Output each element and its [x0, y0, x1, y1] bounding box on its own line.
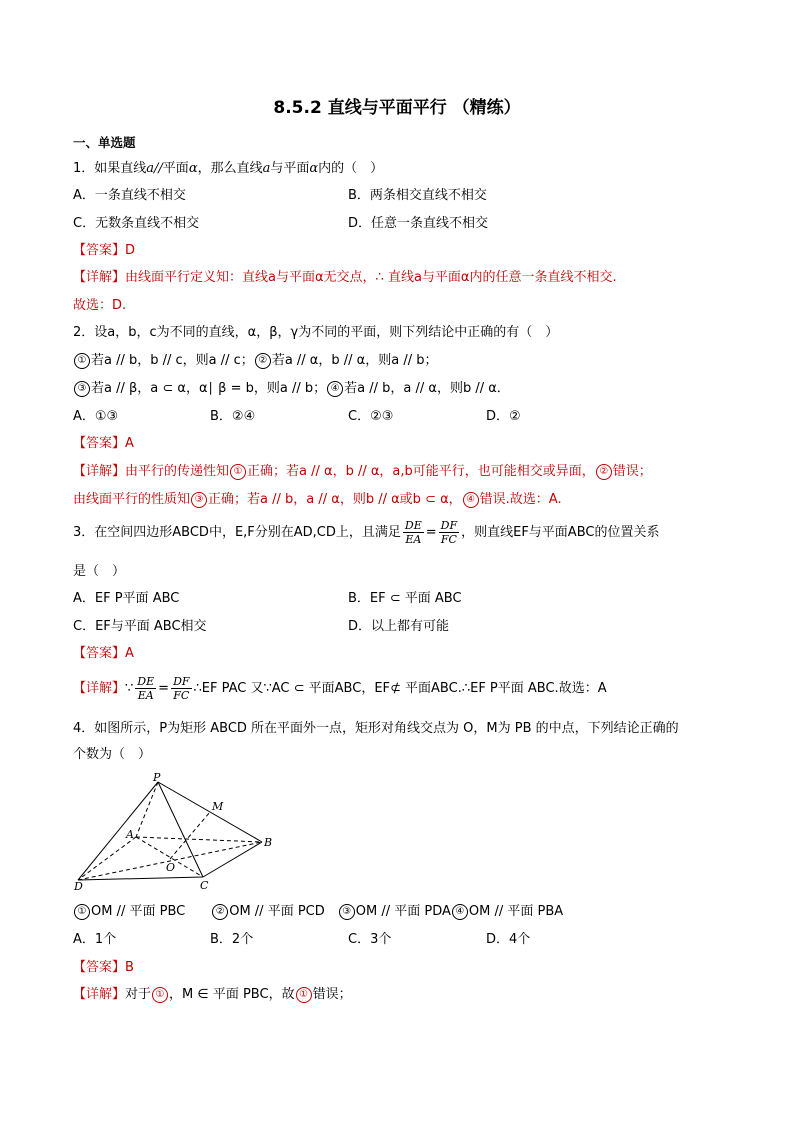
- q4-stem: 4．如图所示，P为矩形 ABCD 所在平面外一点，矩形对角线交点为 O，M为 PB 的中点，下列结论正确的: [73, 721, 679, 736]
- detail-fraction-df-fc: $\frac{DF}{FC}$: [173, 675, 190, 702]
- section-heading: 一、单选题: [73, 135, 136, 150]
- q4-option-c: C．3个: [348, 932, 392, 947]
- label-C: C: [200, 879, 209, 892]
- pyramid-figure: [70, 772, 280, 892]
- q3-answer: 【答案】A: [73, 646, 134, 661]
- q1-stem: 1．如果直线a//平面α，那么直线a与平面α内的（ ）: [73, 161, 384, 176]
- q2-option-a: A．①③: [73, 409, 119, 424]
- q3-option-a: A．EF P平面 ABC: [73, 591, 180, 606]
- edge-PA: [136, 782, 158, 837]
- edge-CB: [203, 842, 262, 877]
- label-P: P: [153, 772, 161, 784]
- q4-detail: 【详解】对于 ① ，M ∈ 平面 PBC，故 ① 错误；: [73, 987, 352, 1002]
- q3-option-c: C．EF与平面 ABC相交: [73, 619, 207, 634]
- page-title: 8.5.2 直线与平面平行 （精练）: [273, 98, 521, 118]
- label-M: M: [212, 800, 224, 813]
- edge-AB: [136, 837, 262, 842]
- q4-statements: ① OM // 平面 PBC ② OM // 平面 PCD ③ OM // 平面 PDA ④ OM // 平面 PBA: [73, 903, 563, 921]
- q2-stem: 2．设a，b，c为不同的直线，α，β，γ为不同的平面，则下列结论中正确的有（ ）: [73, 325, 559, 340]
- q3-option-d: D．以上都有可能: [348, 619, 450, 634]
- q4-option-a: A．1个: [73, 932, 117, 947]
- q2-detail-2: 由线面平行的性质知 ③ 正确；若a // b，a // α，则b // α或b ⊂ α， ④ 错误.故选：A.: [73, 492, 562, 507]
- q4-answer: 【答案】B: [73, 960, 134, 975]
- edge-DC: [78, 877, 203, 880]
- q1-option-c: C．无数条直线不相交: [73, 216, 200, 231]
- q2-option-b: B．②④: [210, 409, 256, 424]
- q1-option-b: B．两条相交直线不相交: [348, 188, 487, 203]
- q1-answer: 【答案】D: [73, 243, 136, 258]
- q2-answer: 【答案】A: [73, 436, 134, 451]
- fraction-de-ea: $\frac{DE}{EA}$: [404, 519, 422, 546]
- q4-option-d: D．4个: [486, 932, 531, 947]
- edge-PC: [158, 782, 203, 877]
- detail-fraction-de-ea: $\frac{DE}{EA}$: [137, 675, 155, 702]
- label-D: D: [74, 880, 83, 892]
- fraction-df-fc: $\frac{DF}{FC}$: [440, 519, 458, 546]
- edge-PD: [78, 782, 158, 880]
- q3-stem-end: 是（ ）: [73, 564, 126, 579]
- q1-detail-conclusion: 故选：D.: [73, 298, 127, 313]
- q2-detail: 【详解】由平行的传递性知 ① 正确；若a // α，b // α，a,b可能平行，也可能相交或异面， ② 错误；: [73, 464, 652, 479]
- q2-statements-1: ① 若a // b，b // c，则a // c； ② 若a // α，b // α，则a // b；: [73, 352, 437, 370]
- q4-stem-end: 个数为（ ）: [73, 747, 152, 762]
- edge-PB: [158, 782, 262, 842]
- label-O: O: [166, 861, 176, 874]
- q2-option-d: D．②: [486, 409, 521, 424]
- q4-option-b: B．2个: [210, 932, 254, 947]
- q1-option-d: D．任意一条直线不相交: [348, 216, 489, 231]
- label-B: B: [264, 836, 273, 849]
- q2-option-c: C．②③: [348, 409, 394, 424]
- q2-statements-2: ③ 若a // β，a ⊂ α，α∣ β = b，则a // b； ④ 若a // b，a // α，则b // α．: [73, 380, 510, 398]
- q3-stem: 3．在空间四边形ABCD中，E,F分别在AD,CD上，且满足 $\frac{DE}{EA}$ = $\frac{DF}{FC}$ ，则直线EF与平面ABC的位置关系: [73, 519, 660, 546]
- q1-option-a: A．一条直线不相交: [73, 188, 186, 203]
- q3-detail: 【详解】∵ $\frac{DE}{EA}$ = $\frac{DF}{FC}$ ∴EF PAC 又∵AC ⊂ 平面ABC，EF⊄ 平面ABC.∴EF P平面 ABC.故选：A: [73, 675, 607, 702]
- q1-detail: 【详解】由线面平行定义知：直线a与平面α无交点，∴ 直线a与平面α内的任意一条直线不相交.: [73, 270, 617, 285]
- label-A: A: [126, 828, 134, 841]
- q3-option-b: B．EF ⊂ 平面 ABC: [348, 591, 462, 606]
